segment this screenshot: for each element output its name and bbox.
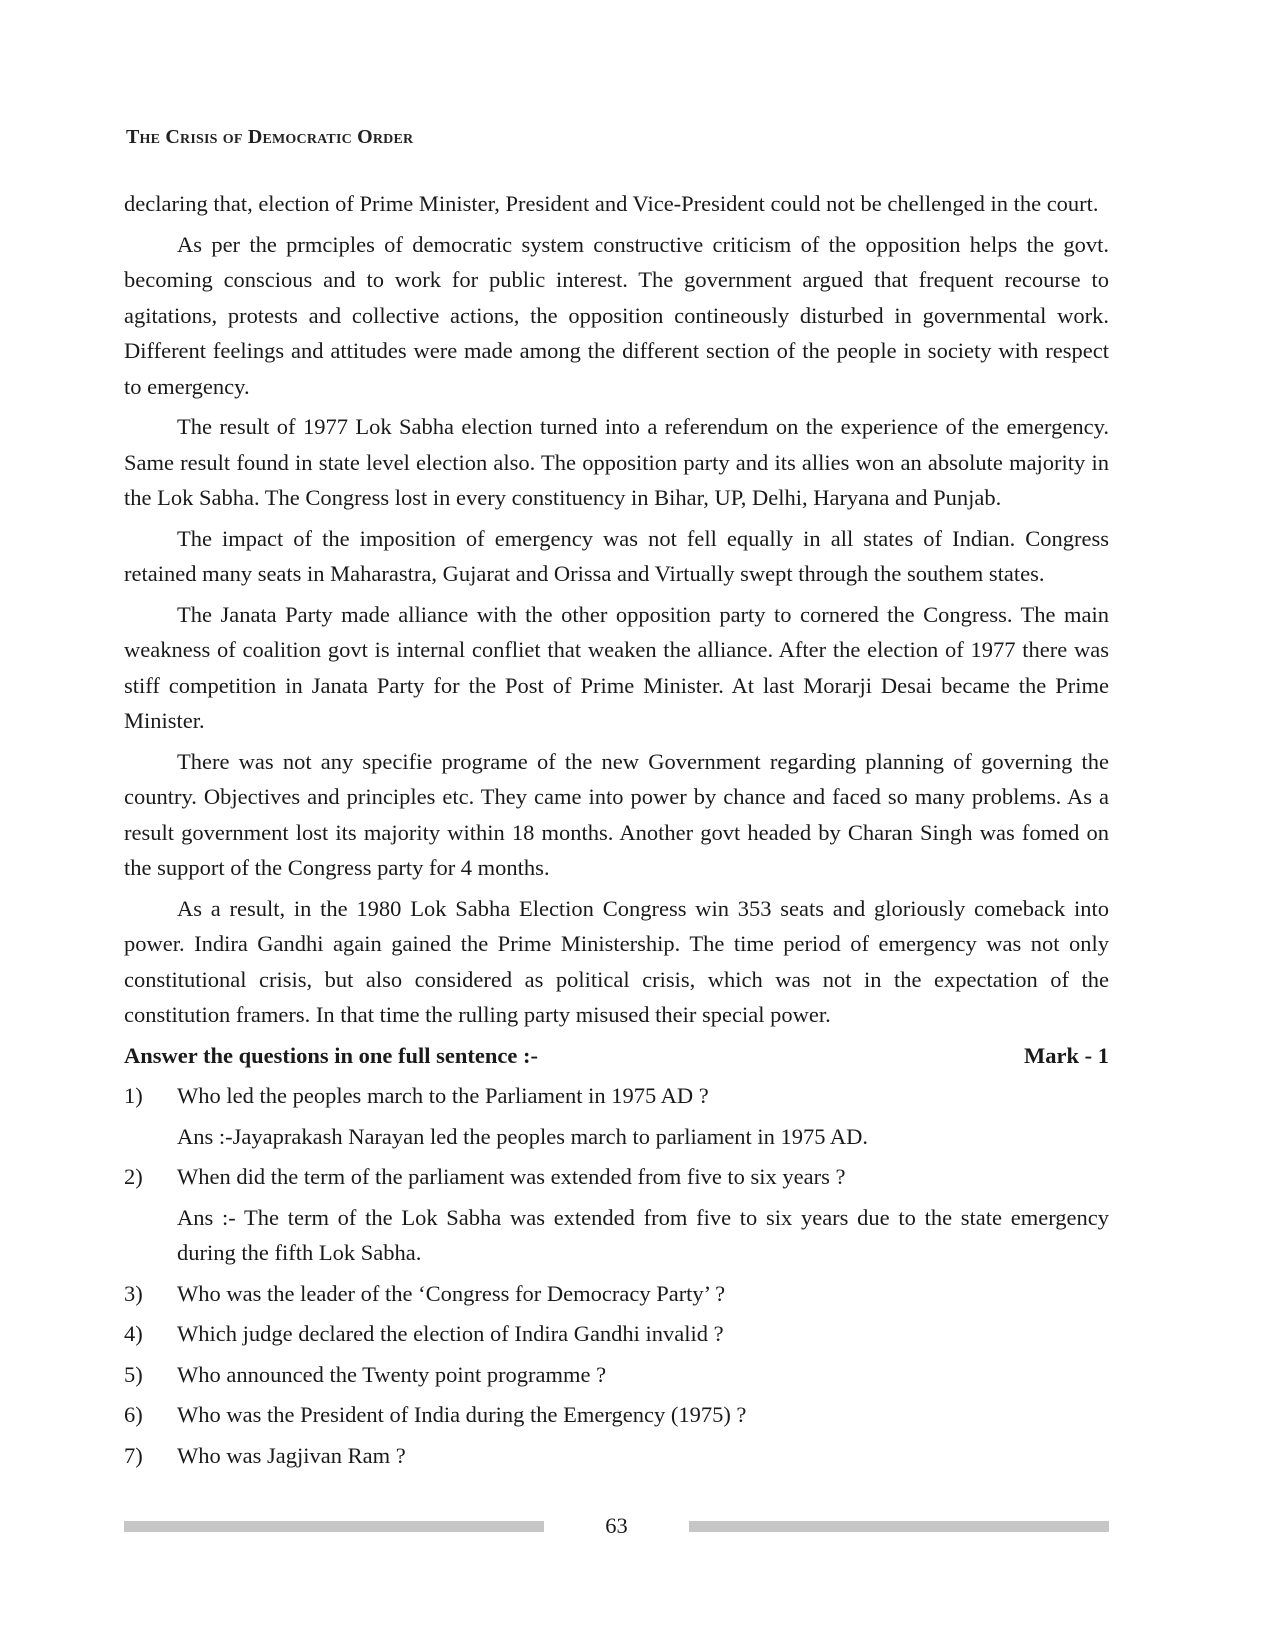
paragraph: As per the prmciples of democratic system constructive criticism of the opposition helps the govt. becoming conscious and to work for public interest. The government argued that frequent recourse to agitations, protests and collective actions, the opposition contineously disturbed in governmental work. Different feelings and attitudes were made among the different section of the people in society with respect to emergency.: [124, 231, 1109, 399]
answer-text: Ans :- The term of the Lok Sabha was extended from five to six years due to the state emergency during the fifth Lok Sabha.: [177, 1204, 1109, 1265]
question-number: 7): [124, 1442, 143, 1468]
question-item: [124, 1438, 1109, 1474]
question-number: 1): [124, 1083, 143, 1108]
question-item: [124, 1078, 1109, 1114]
question-number: 3): [124, 1280, 143, 1306]
question-number: 4): [124, 1321, 143, 1346]
question-text: Who was the leader of the ‘Congress for Democracy Party’ ?: [177, 1280, 726, 1306]
questions-heading: [124, 1038, 1109, 1074]
question-text: Which judge declared the election of Indira Gandhi invalid ?: [177, 1321, 724, 1346]
question-text: When did the term of the parliament was extended from five to six years ?: [177, 1164, 846, 1189]
paragraph: There was not any specifie programe of the new Government regarding planning of governing the country. Objectives and principles etc. They came into power by chance and faced so many problems. As a result government lost its majority within 18 months. Another govt headed by Charan Singh was fomed on the support of the Congress party for 4 months.: [124, 748, 1109, 880]
question-text: Who was Jagjivan Ram ?: [177, 1442, 406, 1468]
running-header-title: The Crisis of Democratic Order: [126, 126, 414, 148]
question-text: Who announced the Twenty point programme ?: [177, 1361, 607, 1387]
question-number: 2): [124, 1164, 143, 1189]
question-item: [124, 1276, 1109, 1312]
answer-text: Ans :-Jayaprakash Narayan led the peoples march to parliament in 1975 AD.: [177, 1123, 869, 1149]
paragraph: The Janata Party made alliance with the other opposition party to cornered the Congress. The main weakness of coalition govt is internal confliet that weaken the alliance. After the election of 1977 there was stiff competition in Janata Party for the Post of Prime Minister. At last Morarji Desai became the Prime Minister.: [124, 601, 1109, 733]
footer-rule-left: [124, 1521, 544, 1532]
page-footer: [124, 1508, 1109, 1544]
question-text: Who led the peoples march to the Parliament in 1975 AD ?: [177, 1083, 709, 1108]
question-number: 5): [124, 1361, 143, 1387]
paragraph: As a result, in the 1980 Lok Sabha Election Congress win 353 seats and gloriously comeback into power. Indira Gandhi again gained the Prime Ministership. The time period of emergency was not only constitutional crisis, but also considered as political crisis, which was not in the expectation of the constitution framers. In that time the rulling party misused their special power.: [124, 895, 1109, 1027]
question-item: [124, 1159, 1109, 1195]
question-item: [124, 1316, 1109, 1352]
question-item: [124, 1357, 1109, 1393]
paragraph: The result of 1977 Lok Sabha election turned into a referendum on the experience of the emergency. Same result found in state level election also. The opposition party and its allies won an absolute majority in the Lok Sabha. The Congress lost in every constituency in Bihar, UP, Delhi, Haryana and Punjab.: [124, 414, 1109, 510]
paragraph: declaring that, election of Prime Minister, President and Vice-President could not be chellenged in the court.: [124, 191, 1099, 216]
question-text: Who was the President of India during the Emergency (1975) ?: [177, 1402, 747, 1427]
paragraph: The impact of the imposition of emergency was not fell equally in all states of Indian. Congress retained many seats in Maharastra, Gujarat and Orissa and Virtually swept through the southem states.: [124, 525, 1109, 586]
page-content: [124, 186, 1109, 1478]
footer-rule-right: [689, 1521, 1109, 1532]
questions-instruction: Answer the questions in one full sentence :-: [124, 1042, 538, 1068]
question-number: 6): [124, 1402, 143, 1427]
question-item: [124, 1397, 1109, 1433]
page-number: 63: [605, 1513, 628, 1538]
marks-label: Mark - 1: [1024, 1042, 1109, 1068]
question-list: [124, 1078, 1109, 1473]
